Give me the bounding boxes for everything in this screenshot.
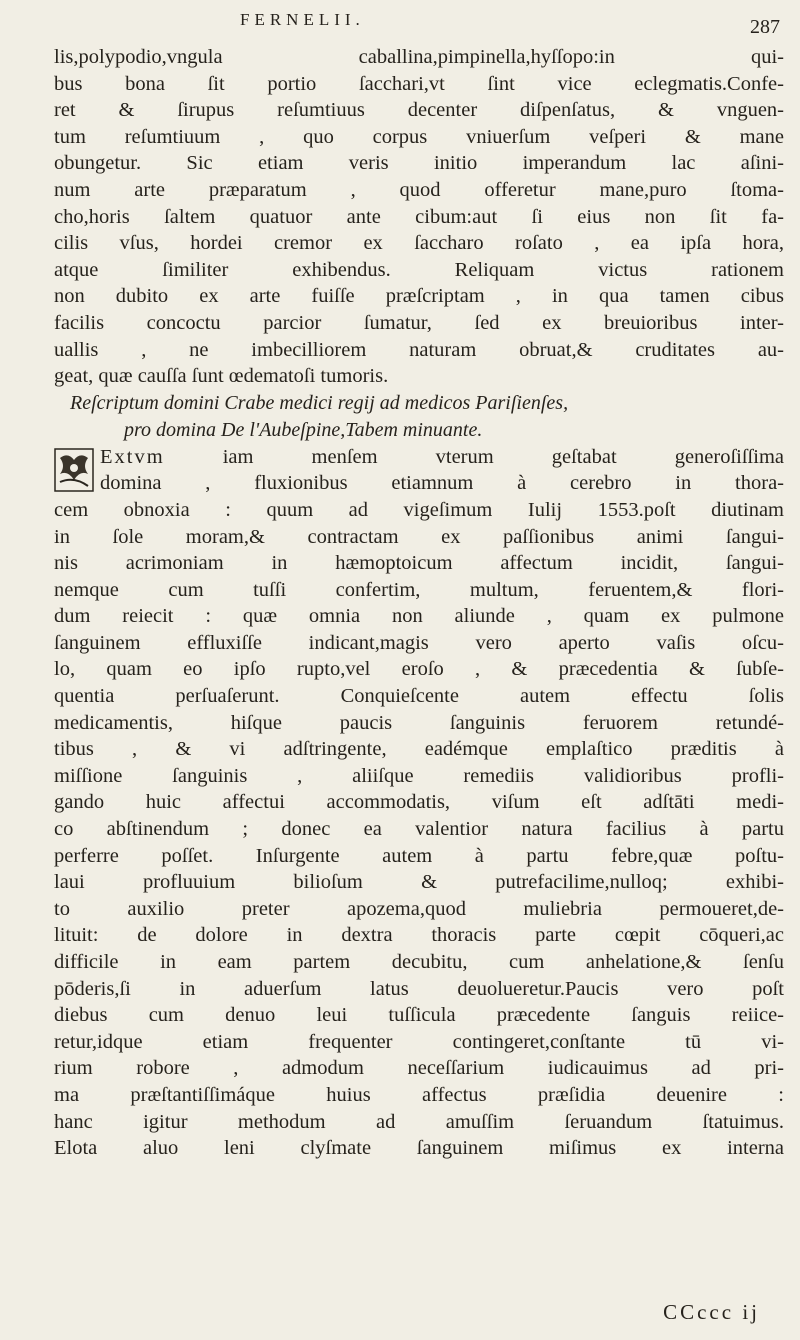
- text-line: uallis , ne imbecilliorem naturam obruat,& cruditates au-: [54, 338, 784, 361]
- text-line: dum reiecit : quæ omnia non aliunde , quam ex pulmone: [54, 605, 784, 628]
- text-line: pōderis,ſi in aduerſum latus deuolueretur.Paucis vero poſt: [54, 977, 784, 1000]
- text-line: geat, quæ cauſſa ſunt œdematoſi tumoris.: [54, 365, 389, 388]
- text-line: quentia perſuaſerunt. Conquieſcente autem effectu ſolis: [54, 685, 784, 708]
- text-line: laui profluuium bilioſum & putrefacilime,nulloq; exhibi-: [54, 871, 784, 894]
- text-line: in ſole moram,& contractam ex paſſionibus animi ſangui-: [54, 525, 784, 548]
- text-line: ret & ſirupus reſumtiuus decenter diſpenſatus, & vnguen-: [54, 99, 784, 122]
- text-line: lis,polypodio,vngula caballina,pimpinella,hyſſopo:in qui-: [54, 46, 784, 68]
- initial-word: Extvm: [100, 445, 165, 468]
- text-line: non dubito ex arte fuiſſe præſcriptam , in qua tamen cibus: [54, 285, 784, 308]
- text-line: rium robore , admodum neceſſarium iudicauimus ad pri-: [54, 1057, 784, 1080]
- text-line: cem obnoxia : quum ad vigeſimum Iulij 1553.poſt diutinam: [54, 498, 784, 521]
- text-line: ma præſtantiſſimáque huius affectus præſidia deuenire :: [54, 1083, 784, 1106]
- text-line: nis acrimoniam in hæmoptoicum affectum incidit, ſangui-: [54, 552, 784, 575]
- heading-line: pro domina De l'Aubeſpine,Tabem minuante.: [124, 418, 483, 441]
- text-line: diebus cum denuo leui tuſſicula præcedente ſanguis reiice-: [54, 1004, 784, 1027]
- page-number: 287: [750, 16, 780, 38]
- decorated-initial-icon: [54, 448, 94, 492]
- text-fragment: iam menſem vterum geſtabat generoſiſſima: [164, 445, 784, 468]
- text-line: tibus , & vi adſtringente, eadémque emplaſtico præditis à: [54, 738, 784, 761]
- text-line: miſſione ſanguinis , aliiſque remediis validioribus profli-: [54, 764, 784, 787]
- text-line: num arte præparatum , quod offeretur mane,puro ſtoma-: [54, 178, 784, 201]
- text-line: obungetur. Sic etiam veris initio imperandum lac aſini-: [54, 152, 784, 175]
- text-line: lo, quam eo ipſo rupto,vel eroſo , & præcedentia & ſubſe-: [54, 658, 784, 681]
- page-body: [54, 44, 784, 1162]
- signature-mark: CCccc ij: [663, 1300, 760, 1324]
- text-line: tum reſumtiuum , quo corpus vniuerſum veſperi & mane: [54, 125, 784, 148]
- text-line: cilis vſus, hordei cremor ex ſaccharo roſato , ea ipſa hora,: [54, 232, 784, 255]
- text-line: atque ſimiliter exhibendus. Reliquam victus rationem: [54, 258, 784, 281]
- heading-line: Reſcriptum domini Crabe medici regij ad medicos Pariſienſes,: [70, 391, 569, 414]
- paragraph-2: [54, 444, 784, 1162]
- text-line: Elota aluo leni clyſmate ſanguinem miſimus ex interna: [54, 1137, 784, 1160]
- text-line: facilis concoctu parcior ſumatur, ſed ex breuioribus inter-: [54, 311, 784, 334]
- text-line: cho,horis ſaltem quatuor ante cibum:aut ſi eius non ſit fa-: [54, 205, 784, 228]
- text-line: hanc igitur methodum ad amuſſim ſeruandum ſtatuimus.: [54, 1110, 784, 1133]
- text-line: co abſtinendum ; donec ea valentior natura facilius à partu: [54, 818, 784, 841]
- text-line: ſanguinem effluxiſſe indicant,magis vero aperto vaſis oſcu-: [54, 631, 784, 654]
- text-line: difficile in eam partem decubitu, cum anhelatione,& ſenſu: [54, 951, 784, 973]
- text-line: perferre poſſet. Inſurgente autem à partu febre,quæ poſtu-: [54, 844, 784, 867]
- text-line: nemque cum tuſſi confertim, multum, feruentem,& flori-: [54, 578, 784, 601]
- text-line: gando huic affectui accommodatis, viſum eſt adſtāti medi-: [54, 791, 784, 814]
- text-line: domina , fluxionibus etiamnum à cerebro in thora-: [100, 472, 784, 495]
- section-heading: [54, 390, 784, 444]
- text-line: medicamentis, hiſque paucis ſanguinis feruorem retundé-: [54, 711, 784, 734]
- text-line: to auxilio preter apozema,quod muliebria permoueret,de-: [54, 897, 784, 920]
- running-head: FERNELII.: [240, 10, 365, 29]
- text-line: bus bona ſit portio ſacchari,vt ſint vice eclegmatis.Confe-: [54, 72, 784, 95]
- text-line: retur,idque etiam frequenter contingeret,conſtante tū vi-: [54, 1030, 784, 1053]
- text-line: lituit: de dolore in dextra thoracis parte cœpit cōqueri,ac: [54, 924, 784, 947]
- text-line: [54, 444, 784, 471]
- paragraph-1: [54, 44, 784, 390]
